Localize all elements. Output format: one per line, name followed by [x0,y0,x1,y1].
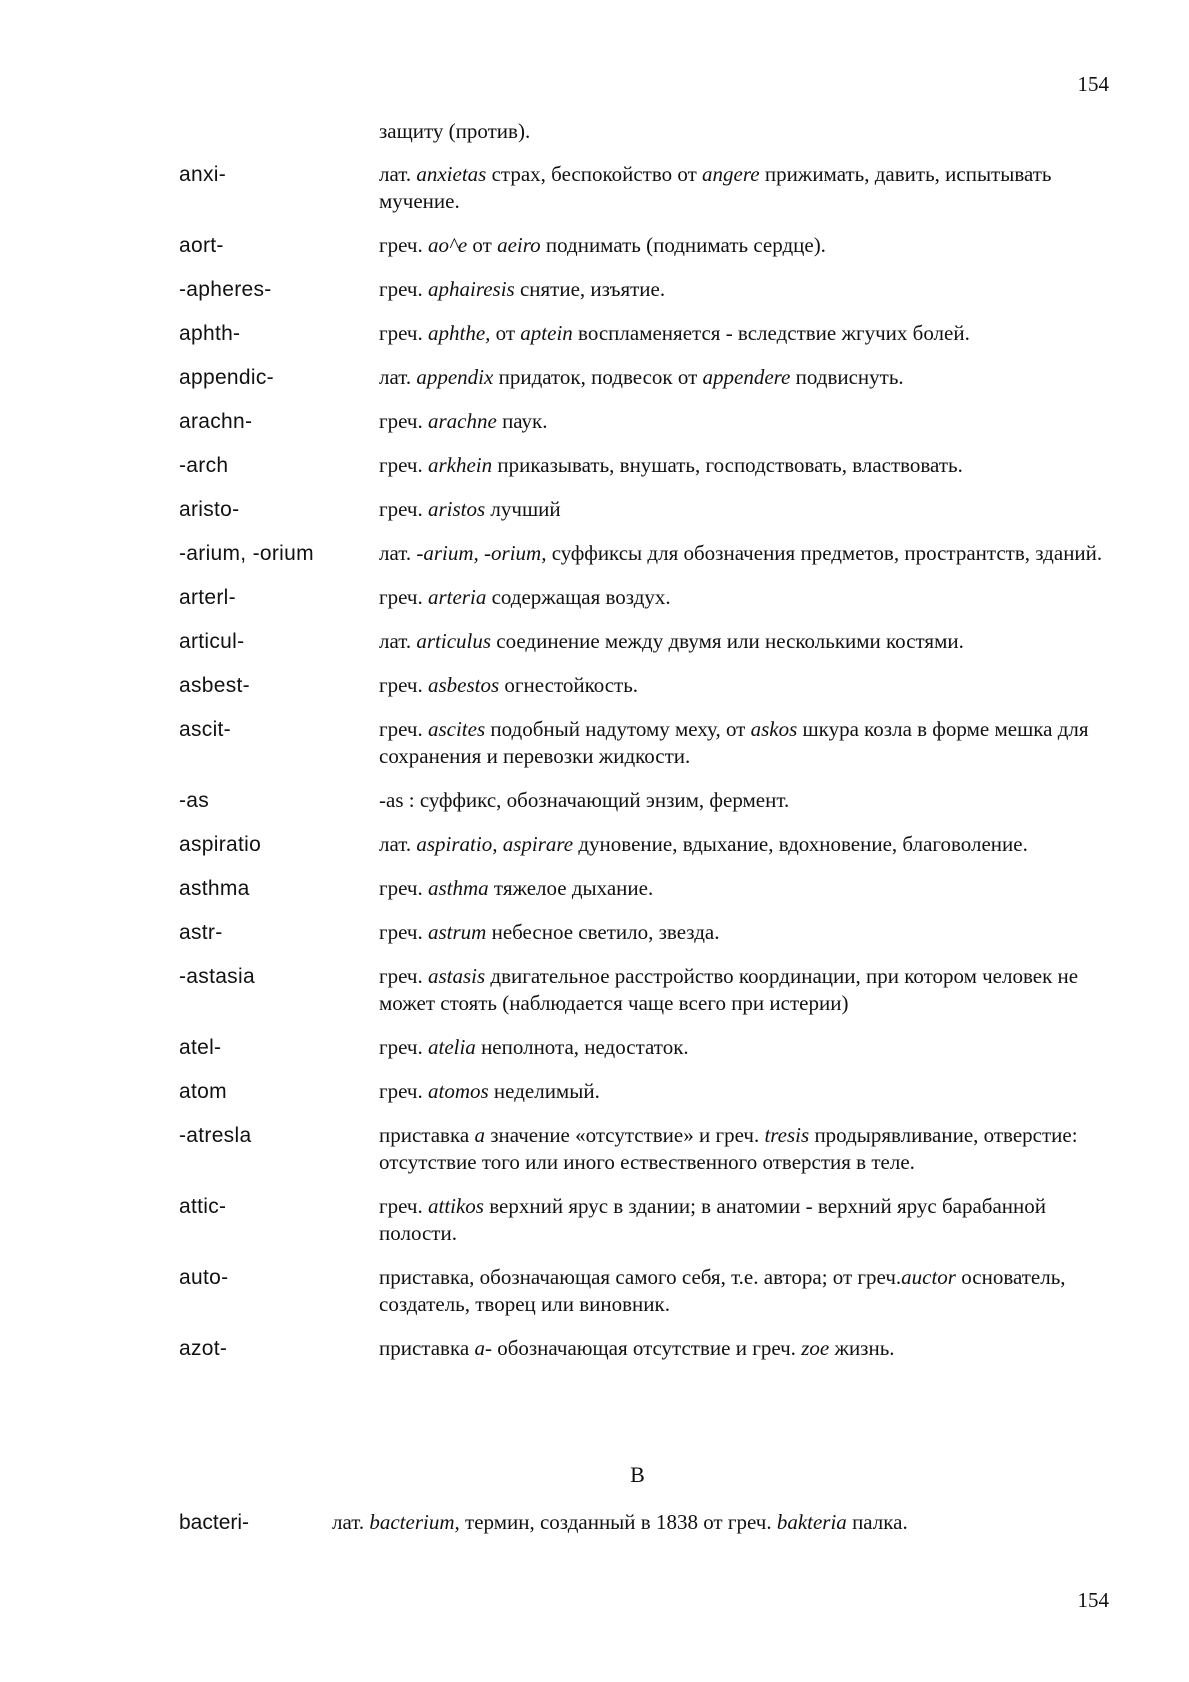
section-letter: B [630,1462,645,1487]
definition-etymon: asthma [427,876,489,900]
definition-text: греч. [379,1035,428,1059]
definition-text: лат. [332,1510,370,1534]
definition-etymon: astasis [427,964,486,988]
definition-text: прижимать, давить, испытывать мучение. [379,162,1052,213]
definition-text: верхний ярус в здании; в анатомии - верхний ярус барабанной полости. [379,1194,1046,1245]
entry-term: aphth- [179,322,241,345]
definition-etymon: bacterium, [369,1510,460,1534]
entry-term: aort- [179,234,224,257]
entry-definition [332,1509,908,1536]
definition-text: лучший [485,497,561,521]
definition-text: приставка [379,1336,475,1360]
entry-term: asthma [179,877,250,900]
definition-etymon: aphthe, [427,321,491,345]
dictionary-entry [179,1264,1109,1318]
definition-etymon: angere [702,162,760,186]
definition-etymon: aspiratio, aspirare [416,832,574,856]
entry-definition [379,628,1109,655]
entry-definition [379,1193,1109,1247]
definition-text: поднимать (поднимать сердце). [540,233,826,257]
entry-term: articul- [179,630,245,653]
dictionary-entry [179,787,1109,814]
definition-etymon: appendix [416,365,494,389]
definition-text: снятие, изъятие. [514,277,666,301]
entry-definition [379,408,1109,435]
definition-text: подобный надутому меху, от [485,717,751,741]
entry-definition [379,161,1109,215]
dictionary-entry [179,540,1109,567]
definition-text: от [467,233,498,257]
definition-text: значение «отсутствие» и греч. [484,1123,765,1147]
page-number-bottom: 154 [1077,1588,1109,1612]
entry-term: bacteri- [179,1511,250,1534]
entry-term: anxi- [179,163,227,186]
definition-etymon: zoe [801,1336,830,1360]
entry-term: -arch [179,454,229,477]
dictionary-entry [179,364,1109,391]
definition-text: греч. [379,497,428,521]
definition-text: греч. [379,1194,428,1218]
dictionary-entry [179,1034,1109,1061]
entry-definition [379,1335,1109,1362]
definition-text: основатель, создатель, творец или виновник. [379,1265,1066,1316]
definition-text: палка. [846,1510,908,1534]
definition-etymon: auctor [901,1265,956,1289]
definition-text: лат. [379,629,417,653]
definition-text: шкура козла в форме мешка для сохранения и перевозки жидкости. [379,717,1089,768]
definition-text: приказывать, внушать, господствовать, властвовать. [492,453,963,477]
definition-etymon: bakteria [776,1510,847,1534]
entry-definition [379,1122,1109,1176]
dictionary-entry [179,1193,1109,1247]
dictionary-entry [179,672,1109,699]
dictionary-entry [179,963,1109,1017]
entry-definition [379,831,1109,858]
dictionary-entries [179,161,1109,1379]
dictionary-entry [179,408,1109,435]
definition-text: приставка, обозначающая самого себя, т.е. автора; от греч. [379,1265,902,1289]
entry-definition [379,540,1109,567]
entry-term: aspiratio [179,833,262,856]
dictionary-entry [179,1509,908,1536]
definition-etymon: a [474,1123,485,1147]
definition-text: греч. [379,321,428,345]
definition-etymon: arkhein [427,453,493,477]
definition-etymon: asbestos [427,673,500,697]
definition-etymon: astrum [427,920,487,944]
dictionary-entry [179,452,1109,479]
definition-etymon: articulus [416,629,492,653]
definition-text: продырявливание, отверстие: отсутствие того или иного ествественного отверстия в теле. [379,1123,1078,1174]
entry-term: appendic- [179,366,274,389]
definition-text: греч. [379,409,428,433]
entry-term: aristo- [179,498,240,521]
entry-definition [379,452,1109,479]
entry-definition [379,320,1109,347]
definition-etymon: aeiro [497,233,541,257]
dictionary-entry [179,831,1109,858]
definition-etymon: aptein [520,321,573,345]
entry-definition [379,672,1109,699]
dictionary-entry [179,1078,1109,1105]
dictionary-entry [179,628,1109,655]
entry-definition [379,787,1109,814]
entry-term: auto- [179,1266,229,1289]
dictionary-entry [179,232,1109,259]
dictionary-entry [179,875,1109,902]
entry-term: ascit- [179,718,231,741]
page-number-top: 154 [1077,72,1109,96]
definition-text: -as : суффикс, обозначающий энзим, фермент. [379,788,790,812]
entry-term: arachn- [179,410,253,433]
definition-text: лат. [379,162,417,186]
entry-definition [379,716,1109,770]
definition-text: обозначающая отсутствие и греч. [491,1336,802,1360]
dictionary-entry [179,161,1109,215]
entry-term: atel- [179,1036,222,1059]
definition-etymon: askos [750,717,798,741]
definition-text: придаток, подвесок от [493,365,703,389]
definition-text: термин, созданный в 1838 от греч. [459,1510,777,1534]
definition-text: неполнота, недостаток. [475,1035,689,1059]
entry-term: azot- [179,1337,228,1360]
entry-definition [379,963,1109,1017]
definition-etymon: aphairesis [427,277,515,301]
entry-definition [379,1034,1109,1061]
dictionary-entry [179,1122,1109,1176]
entry-definition [379,919,1109,946]
definition-text: приставка [379,1123,475,1147]
definition-etymon: ascites [427,717,486,741]
definition-text: страх, беспокойство от [486,162,703,186]
definition-text: небесное светило, звезда. [486,920,720,944]
definition-etymon: arachne [427,409,497,433]
definition-text: воспламеняется - вследствие жгучих болей. [572,321,970,345]
continuation-text: защиту (против). [379,119,531,143]
definition-etymon: aristos [427,497,486,521]
dictionary-entry [179,716,1109,770]
entry-term: -apheres- [179,278,272,301]
entry-definition [379,875,1109,902]
definition-text: неделимый. [488,1079,600,1103]
dictionary-entry [179,584,1109,611]
entry-definition [379,584,1109,611]
definition-etymon: -arium, -orium, [416,541,547,565]
definition-text: греч. [379,1079,428,1103]
definition-text: лат. [379,832,417,856]
entry-term: -astasia [179,965,255,988]
definition-text: двигательное расстройство координации, при котором человек не может стоять (наблюдается чаще всего при истерии) [379,964,1079,1015]
definition-text: паук. [496,409,548,433]
definition-text: греч. [379,920,428,944]
entry-term: astr- [179,921,223,944]
definition-etymon: attikos [427,1194,484,1218]
definition-text: содержащая воздух. [486,585,671,609]
definition-etymon: ao^e [427,233,468,257]
definition-text: от [490,321,521,345]
definition-text: жизнь. [829,1336,895,1360]
definition-text: греч. [379,233,428,257]
dictionary-entry [179,1335,1109,1362]
entry-term: atom [179,1080,227,1103]
entry-definition [379,276,1109,303]
definition-text: суффиксы для обозначения предметов, пространтств, зданий. [546,541,1103,565]
definition-etymon: appendere [702,365,791,389]
entry-term: -atresla [179,1124,252,1147]
definition-text: тяжелое дыхание. [488,876,654,900]
entry-definition [379,1078,1109,1105]
entry-term: asbest- [179,674,250,697]
definition-etymon: anxietas [416,162,487,186]
entry-definition [379,1264,1109,1318]
definition-text: греч. [379,277,428,301]
entry-term: -as [179,789,210,812]
dictionary-entry [179,919,1109,946]
definition-text: греч. [379,673,428,697]
entry-definition [379,364,1109,391]
definition-etymon: arteria [427,585,487,609]
definition-text: греч. [379,585,428,609]
dictionary-entry [179,276,1109,303]
definition-text: подвиснуть. [790,365,904,389]
entry-term: arterl- [179,586,236,609]
definition-text: греч. [379,964,428,988]
dictionary-entry [179,496,1109,523]
definition-text: огнестойкость. [499,673,639,697]
dictionary-entry [179,320,1109,347]
definition-etymon: atelia [427,1035,476,1059]
definition-etymon: a- [474,1336,492,1360]
entry-definition [379,232,1109,259]
definition-text: соединение между двумя или несколькими костями. [491,629,964,653]
entry-definition [379,496,1109,523]
definition-text: греч. [379,876,428,900]
entry-term: attic- [179,1195,227,1218]
entry-term: -arium, -orium [179,542,314,565]
definition-etymon: atomos [427,1079,489,1103]
definition-text: лат. [379,541,417,565]
definition-text: греч. [379,717,428,741]
definition-text: греч. [379,453,428,477]
definition-etymon: tresis [764,1123,810,1147]
definition-text: дуновение, вдыхание, вдохновение, благоволение. [573,832,1028,856]
definition-text: лат. [379,365,417,389]
